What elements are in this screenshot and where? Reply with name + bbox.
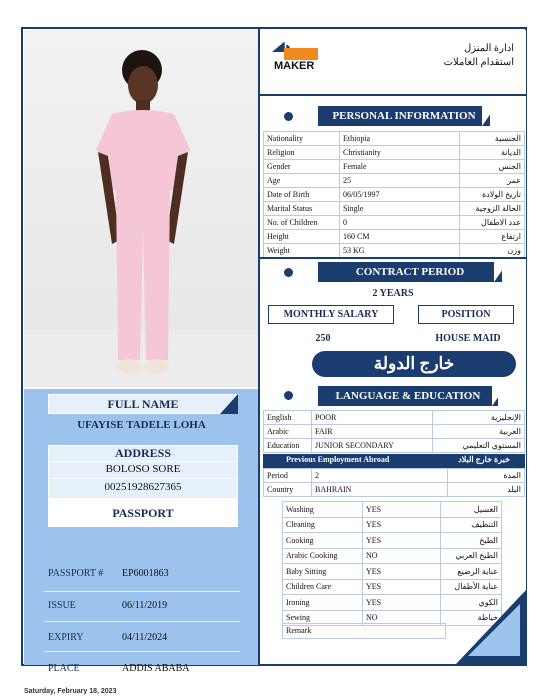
address-value: BOLOSO SORE	[105, 463, 181, 475]
personal-info-row-label: Nationality	[264, 132, 340, 146]
skill-row-value: YES	[363, 579, 441, 595]
personal-info-row-value: Ethiopia	[340, 132, 460, 146]
skill-row	[283, 564, 502, 580]
language-row-label: Arabic	[264, 425, 312, 439]
contract-period-banner: CONTRACT PERIOD	[318, 262, 502, 282]
personal-info-row-label: Weight	[264, 244, 340, 258]
personal-info-row-arabic: وزن	[460, 244, 525, 258]
skill-row-value: YES	[363, 564, 441, 580]
agency-arabic-line1: ادارة المنزل	[464, 43, 514, 54]
personal-info-row-arabic: تاريخ الولادة	[460, 188, 525, 202]
passport-no-value: EP6001863	[122, 568, 169, 579]
language-row-label: English	[264, 411, 312, 425]
passport-no-label: PASSPORT #	[48, 568, 104, 579]
employment-row-value: BAHRAIN	[312, 483, 448, 497]
employment-table	[263, 468, 525, 497]
skill-row-label: Cleaning	[283, 517, 363, 533]
corner-decoration-icon	[456, 590, 526, 664]
logo-home-text: HOME	[284, 39, 317, 51]
personal-info-row-label: Date of Birth	[264, 188, 340, 202]
banner-corner-icon	[482, 106, 496, 126]
issue-value: 06/11/2019	[122, 600, 168, 611]
skill-row	[283, 517, 502, 533]
skill-row-label: Children Care	[283, 579, 363, 595]
identity-panel	[24, 389, 259, 674]
personal-info-row-value: 25	[340, 174, 460, 188]
position-value: HOUSE MAID	[435, 333, 501, 344]
personal-info-row-arabic: عدد الاطفال	[460, 216, 525, 230]
skill-row-arabic: الكوي	[441, 595, 502, 611]
employment-row	[264, 483, 525, 497]
language-row-value: FAIR	[312, 425, 433, 439]
abroad-badge: خارج الدولة	[312, 351, 516, 377]
skill-row-arabic: الغسيل	[441, 502, 502, 518]
language-row	[264, 425, 525, 439]
personal-info-row	[264, 230, 525, 244]
skill-row	[283, 502, 502, 518]
expiry-label: EXPIRY	[48, 632, 84, 643]
place-label: PLACE	[48, 663, 80, 674]
personal-info-row-arabic: عمر	[460, 174, 525, 188]
skill-row-value: YES	[363, 517, 441, 533]
skill-row-value: NO	[363, 610, 441, 626]
skill-row	[283, 533, 502, 549]
skill-row-arabic: الطبخ العربي	[441, 548, 502, 564]
language-row-arabic: الإنجليزية	[432, 411, 524, 425]
footer-date: Saturday, February 18, 2023	[24, 688, 117, 695]
personal-info-row-arabic: الديانة	[460, 146, 525, 160]
personal-info-row	[264, 160, 525, 174]
personal-info-row-arabic: الجنس	[460, 160, 525, 174]
personal-info-row-arabic: ارتفاع	[460, 230, 525, 244]
personal-info-row	[264, 188, 525, 202]
language-row	[264, 411, 525, 425]
prev-employment-title: Previous Employment Abroad	[286, 455, 390, 464]
skill-row-value: NO	[363, 548, 441, 564]
language-row-value: POOR	[312, 411, 433, 425]
personal-info-row-label: Religion	[264, 146, 340, 160]
skill-row-label: Sewing	[283, 610, 363, 626]
personal-info-row-label: Marital Status	[264, 202, 340, 216]
personal-info-row	[264, 202, 525, 216]
logo-maker-text: MAKER	[274, 60, 315, 72]
personal-info-row-value: Christianity	[340, 146, 460, 160]
section-bullet-icon	[284, 112, 293, 121]
place-value: ADDIS ABABA	[122, 663, 190, 674]
remark-label: Remark	[286, 626, 312, 635]
personal-info-row-value: 160 CM	[340, 230, 460, 244]
section-bullet-icon	[284, 268, 293, 277]
personal-info-row-value: Female	[340, 160, 460, 174]
person-figure	[24, 30, 259, 387]
banner-corner-icon	[492, 386, 506, 406]
personal-info-row	[264, 244, 525, 258]
contract-period-value: 2 YEARS	[372, 288, 414, 299]
language-row-value: JUNIOR SECONDARY	[312, 439, 433, 453]
cv-document	[21, 27, 527, 674]
personal-info-row	[264, 174, 525, 188]
phone-value: 00251928627365	[104, 481, 182, 493]
prev-employment-title-ar: خبرة خارج البلاد	[458, 455, 510, 464]
personal-info-row	[264, 132, 525, 146]
personal-info-row-label: Age	[264, 174, 340, 188]
skill-row-arabic: خياطة	[441, 610, 502, 626]
employment-row-label: Country	[264, 483, 312, 497]
skill-row-arabic: التنظيف	[441, 517, 502, 533]
employment-row-arabic: البلد	[447, 483, 524, 497]
full-name-value: UFAYISE TADELE LOHA	[77, 419, 206, 431]
details-column	[260, 30, 526, 664]
personal-info-row-label: No. of Children	[264, 216, 340, 230]
skill-row-arabic: عناية الأطفال	[441, 579, 502, 595]
agency-arabic-name	[444, 42, 514, 70]
language-row-arabic: المستوي التعليمي	[432, 439, 524, 453]
skill-row-label: Baby Sitting	[283, 564, 363, 580]
language-row-arabic: العربية	[432, 425, 524, 439]
skill-row-value: YES	[363, 595, 441, 611]
skill-row-value: YES	[363, 502, 441, 518]
passport-label: PASSPORT	[112, 506, 174, 520]
skill-row	[283, 548, 502, 564]
personal-info-row-value: Single	[340, 202, 460, 216]
language-table	[263, 410, 525, 453]
employment-row-value: 2	[312, 469, 448, 483]
monthly-salary-label: MONTHLY SALARY	[268, 305, 394, 324]
position-label: POSITION	[418, 305, 514, 324]
language-education-banner: LANGUAGE & EDUCATION	[318, 386, 498, 406]
salary-value: 250	[315, 333, 331, 344]
personal-info-row-value: 53 KG	[340, 244, 460, 258]
issue-label: ISSUE	[48, 600, 76, 611]
skill-row-label: Arabic Cooking	[283, 548, 363, 564]
personal-info-row-arabic: الجنسية	[460, 132, 525, 146]
skill-row-label: Ironing	[283, 595, 363, 611]
personal-info-table	[263, 131, 525, 258]
agency-arabic-line2: استقدام العاملات	[443, 57, 514, 68]
skill-row-label: Washing	[283, 502, 363, 518]
personal-info-row	[264, 146, 525, 160]
personal-info-banner: PERSONAL INFORMATION	[318, 106, 490, 126]
personal-info-row-label: Gender	[264, 160, 340, 174]
skill-row-arabic: الطبخ	[441, 533, 502, 549]
full-name-label: FULL NAME	[107, 397, 179, 411]
section-bullet-icon	[284, 391, 293, 400]
personal-info-row-value: 06/05/1997	[340, 188, 460, 202]
language-row	[264, 439, 525, 453]
skill-row-value: YES	[363, 533, 441, 549]
skill-row-label: Cooking	[283, 533, 363, 549]
personal-info-row-arabic: الحالة الزوجية	[460, 202, 525, 216]
expiry-value: 04/11/2024	[122, 632, 168, 643]
personal-info-row-label: Height	[264, 230, 340, 244]
address-label: ADDRESS	[114, 446, 171, 460]
personal-info-row-value: 0	[340, 216, 460, 230]
employment-row-label: Period	[264, 469, 312, 483]
candidate-photo	[24, 30, 259, 387]
personal-info-row	[264, 216, 525, 230]
employment-row	[264, 469, 525, 483]
corner-triangle-icon	[220, 394, 238, 414]
employment-row-arabic: المدة	[447, 469, 524, 483]
banner-corner-icon	[494, 262, 508, 282]
skill-row-arabic: عناية الرضيع	[441, 564, 502, 580]
language-row-label: Education	[264, 439, 312, 453]
